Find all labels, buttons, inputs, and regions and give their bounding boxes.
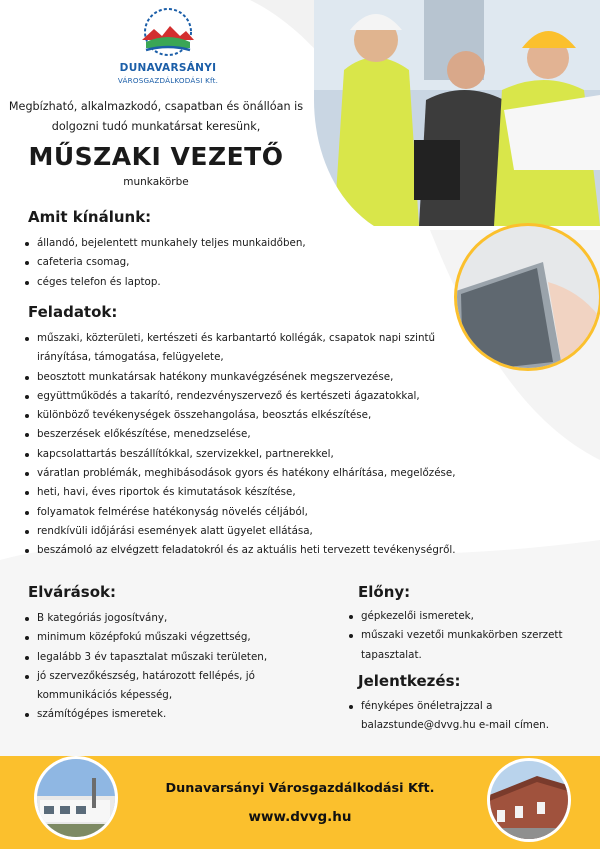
apply-heading: Jelentkezés:: [358, 672, 461, 690]
list-item: [348, 697, 593, 736]
offer-heading: Amit kínálunk:: [28, 208, 152, 226]
logo-brand-sub: VÁROSGAZDÁLKODÁSI Kft.: [117, 76, 219, 85]
list-item: kapcsolattartás beszállítókkal, szervizekkel, partnerekkel,: [24, 445, 584, 464]
requirements-list: [24, 609, 324, 725]
list-item: váratlan problémák, meghibásodások gyors és hatékony elhárítása, megelőzése,: [24, 464, 584, 483]
list-item: céges telefon és laptop.: [24, 273, 444, 292]
list-item: számítógépes ismeretek.: [24, 705, 324, 724]
list-item: [348, 626, 588, 665]
list-item-continuation: tapasztalat.: [361, 648, 422, 661]
intro-line-1: Megbízható, alkalmazkodó, csapatban és önállóan is: [8, 100, 304, 113]
logo-brand-name: DUNAVARSÁNYI: [119, 62, 217, 74]
intro-line-2: dolgozni tudó munkatársat keresünk,: [51, 120, 261, 133]
list-item: állandó, bejelentett munkahely teljes munkaidőben,: [24, 234, 444, 253]
list-item: B kategóriás jogosítvány,: [24, 609, 324, 628]
list-item: folyamatok felmérése hatékonyság növelés céljából,: [24, 503, 584, 522]
workers-photo: [314, 0, 600, 226]
job-title: MŰSZAKI VEZETŐ: [28, 142, 284, 171]
list-item: beszerzések előkészítése, menedzselése,: [24, 425, 584, 444]
apply-line-1: fényképes önéletrajzzal a: [361, 700, 493, 712]
company-building-photo: [34, 756, 118, 840]
list-item: minimum középfokú műszaki végzettség,: [24, 628, 324, 647]
company-logo: [88, 0, 248, 92]
list-item-text: műszaki vezetői munkakörben szerzett: [361, 629, 563, 642]
advantage-list: [348, 607, 588, 665]
list-item-text: műszaki, közterületi, kertészeti és karbantartó kollégák, csapatok napi szintű: [37, 332, 436, 344]
intro-text: [0, 97, 312, 137]
list-item-text: jó szervezőkészség, határozott fellépés, jó: [37, 669, 255, 682]
requirements-heading: Elvárások:: [28, 583, 117, 601]
list-item: [24, 667, 324, 706]
advantage-heading: Előny:: [358, 583, 411, 601]
list-item: rendkívüli időjárási események alatt ügyelet ellátása,: [24, 522, 584, 541]
list-item: beosztott munkatársak hatékony munkavégzésének megszervezése,: [24, 368, 584, 387]
apply-list: [348, 697, 593, 736]
apply-email: balazstunde@dvvg.hu e-mail címen.: [361, 719, 549, 732]
list-item: beszámoló az elvégzett feladatokról és az aktuális heti tervezett tevékenységről.: [24, 541, 584, 560]
tasks-list: [24, 329, 584, 561]
list-item: [24, 329, 584, 368]
job-title-sub: munkakörbe: [123, 176, 189, 188]
offer-list: [24, 234, 444, 292]
tasks-heading: Feladatok:: [28, 303, 118, 321]
list-item: heti, havi, éves riportok és kimutatások készítése,: [24, 483, 584, 502]
list-item: legalább 3 év tapasztalat műszaki területen,: [24, 648, 324, 667]
list-item-continuation: kommunikációs képesség,: [37, 689, 173, 702]
footer-website-link[interactable]: www.dvvg.hu: [248, 809, 352, 825]
logo-emblem-icon: [88, 0, 248, 62]
brick-building-photo: [487, 758, 571, 842]
list-item: cafeteria csomag,: [24, 253, 444, 272]
list-item-continuation: irányítása, támogatása, felügyelete,: [37, 351, 224, 364]
footer-company-name: Dunavarsányi Városgazdálkodási Kft.: [165, 781, 435, 796]
list-item: gépkezelői ismeretek,: [348, 607, 588, 626]
list-item: különböző tevékenységek összehangolása, beosztás elkészítése,: [24, 406, 584, 425]
list-item: együttműködés a takarító, rendezvényszervező és kertészeti ágazatokkal,: [24, 387, 584, 406]
